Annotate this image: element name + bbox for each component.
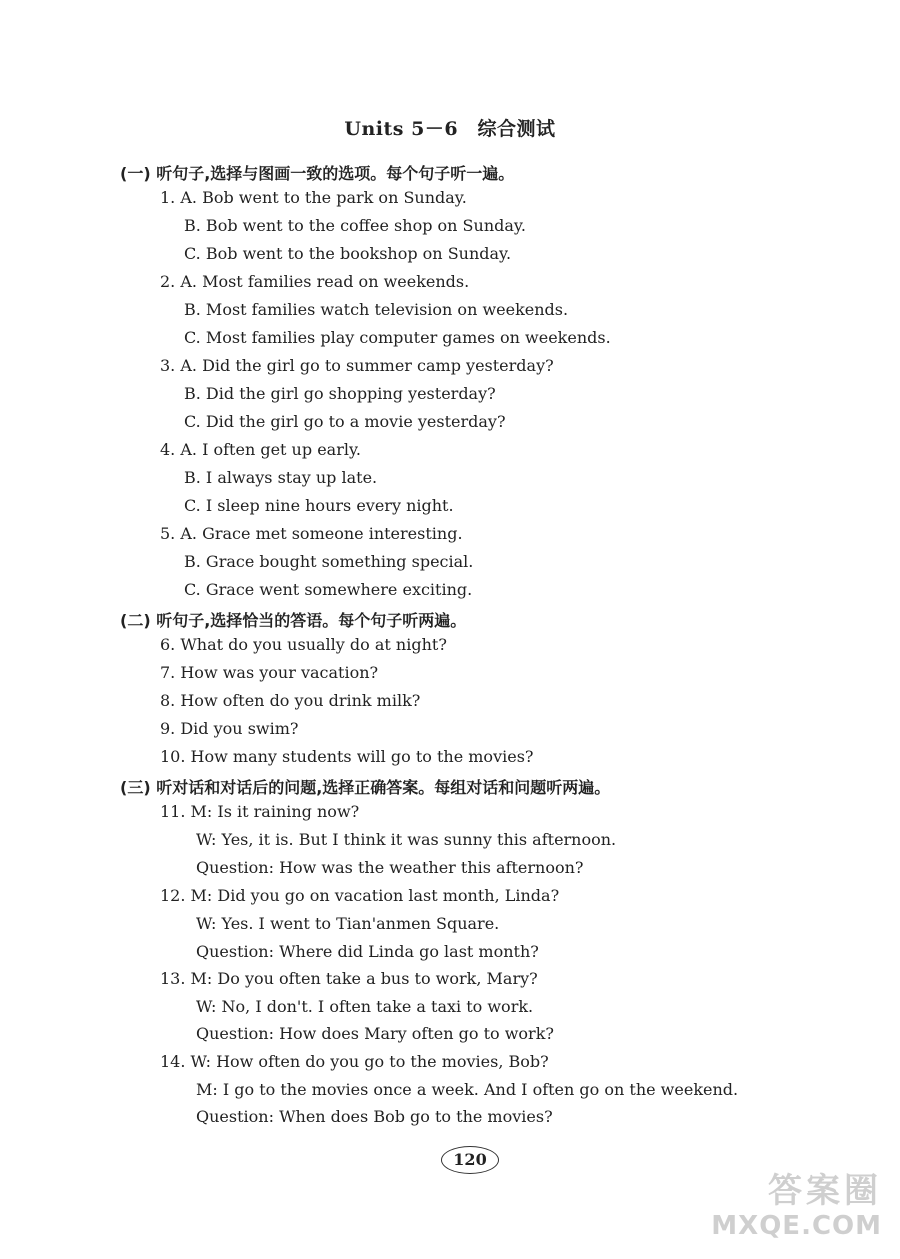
question-3-option-c: C. Did the girl go to a movie yesterday?	[184, 412, 506, 431]
question-1-option-a: 1. A. Bob went to the park on Sunday.	[160, 188, 467, 207]
question-13-line-1: 13. M: Do you often take a bus to work, Mary?	[160, 969, 538, 988]
section-1-heading: (一) 听句子,选择与图画一致的选项。每个句子听一遍。	[120, 164, 515, 183]
question-14-line-1: 14. W: How often do you go to the movies, Bob?	[160, 1052, 549, 1071]
watermark-top: 答案圈	[768, 1171, 882, 1211]
question-3-option-b: B. Did the girl go shopping yesterday?	[184, 384, 496, 403]
page-title: Units 5－6 综合测试	[344, 118, 556, 140]
question-14-question: Question: When does Bob go to the movies?	[196, 1107, 553, 1126]
question-3-option-a: 3. A. Did the girl go to summer camp yesterday?	[160, 356, 554, 375]
question-10: 10. How many students will go to the movies?	[160, 747, 534, 766]
question-2-option-c: C. Most families play computer games on weekends.	[184, 328, 611, 347]
question-11-line-2: W: Yes, it is. But I think it was sunny this afternoon.	[196, 830, 617, 849]
question-11-line-1: 11. M: Is it raining now?	[160, 802, 360, 821]
question-2-option-a: 2. A. Most families read on weekends.	[160, 272, 470, 291]
question-8: 8. How often do you drink milk?	[160, 691, 421, 710]
question-1-option-b: B. Bob went to the coffee shop on Sunday.	[184, 216, 526, 235]
question-4-option-a: 4. A. I often get up early.	[160, 440, 361, 459]
watermark	[682, 1171, 882, 1251]
question-5-option-b: B. Grace bought something special.	[184, 552, 474, 571]
question-5-option-a: 5. A. Grace met someone interesting.	[160, 524, 463, 543]
question-9: 9. Did you swim?	[160, 719, 299, 738]
question-12-line-1: 12. M: Did you go on vacation last month, Linda?	[160, 886, 560, 905]
question-13-line-2: W: No, I don't. I often take a taxi to work.	[196, 997, 534, 1016]
question-7: 7. How was your vacation?	[160, 663, 379, 682]
question-1-option-c: C. Bob went to the bookshop on Sunday.	[184, 244, 512, 263]
question-6: 6. What do you usually do at night?	[160, 635, 447, 654]
question-5-option-c: C. Grace went somewhere exciting.	[184, 580, 473, 599]
question-12-question: Question: Where did Linda go last month?	[196, 942, 539, 961]
section-2-heading: (二) 听句子,选择恰当的答语。每个句子听两遍。	[120, 611, 467, 630]
question-13-question: Question: How does Mary often go to work?	[196, 1024, 554, 1043]
watermark-bottom: MXQE.COM	[711, 1211, 882, 1241]
section-3-heading: (三) 听对话和对话后的问题,选择正确答案。每组对话和问题听两遍。	[120, 778, 611, 797]
question-2-option-b: B. Most families watch television on weekends.	[184, 300, 569, 319]
question-12-line-2: W: Yes. I went to Tian'anmen Square.	[196, 914, 500, 933]
page-number: 120	[441, 1146, 499, 1174]
question-11-question: Question: How was the weather this afternoon?	[196, 858, 584, 877]
question-14-line-2: M: I go to the movies once a week. And I often go on the weekend.	[196, 1080, 739, 1099]
question-4-option-c: C. I sleep nine hours every night.	[184, 496, 454, 515]
question-4-option-b: B. I always stay up late.	[184, 468, 378, 487]
